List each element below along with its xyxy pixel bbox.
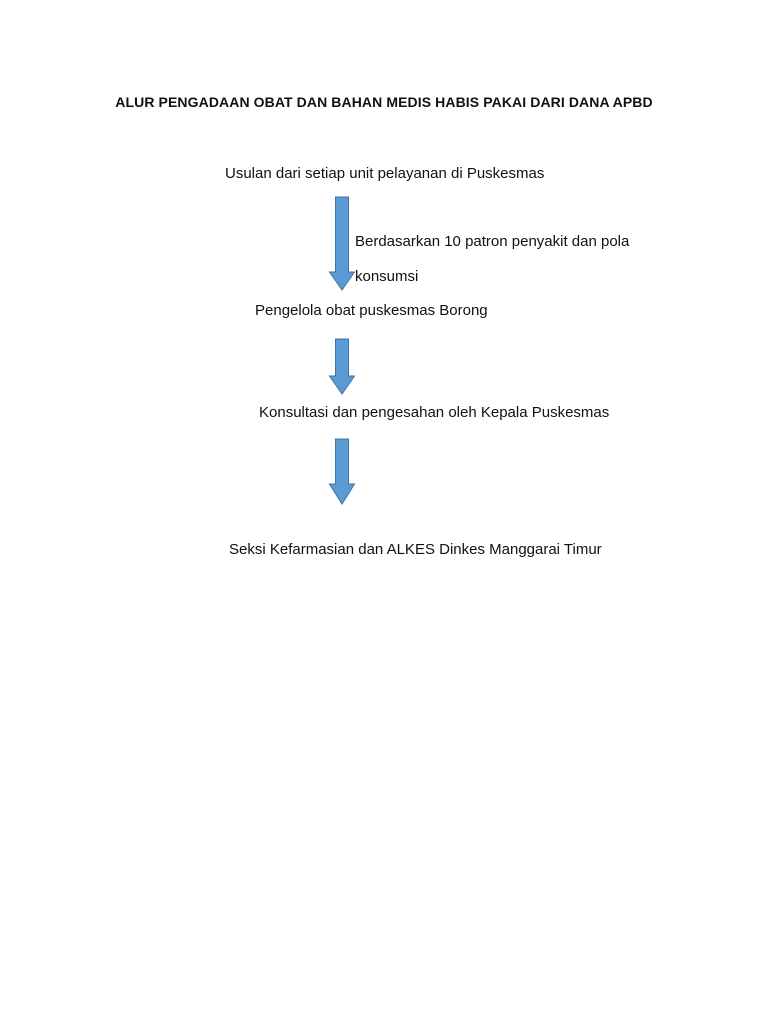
flow-step-1: Usulan dari setiap unit pelayanan di Puskesmas (225, 165, 545, 182)
arrow-down-icon (328, 196, 356, 292)
arrow-down-icon (328, 338, 356, 396)
flow-step-3: Konsultasi dan pengesahan oleh Kepala Puskesmas (259, 404, 610, 421)
flow-note-line-2: konsumsi (355, 268, 419, 285)
flow-step-2: Pengelola obat puskesmas Borong (255, 302, 488, 319)
flow-step-4: Seksi Kefarmasian dan ALKES Dinkes Manggarai Timur (229, 541, 602, 558)
flow-note-line-1: Berdasarkan 10 patron penyakit dan pola (355, 233, 630, 250)
arrow-down-icon (328, 438, 356, 506)
document-title: ALUR PENGADAAN OBAT DAN BAHAN MEDIS HABIS PAKAI DARI DANA APBD (115, 94, 653, 110)
